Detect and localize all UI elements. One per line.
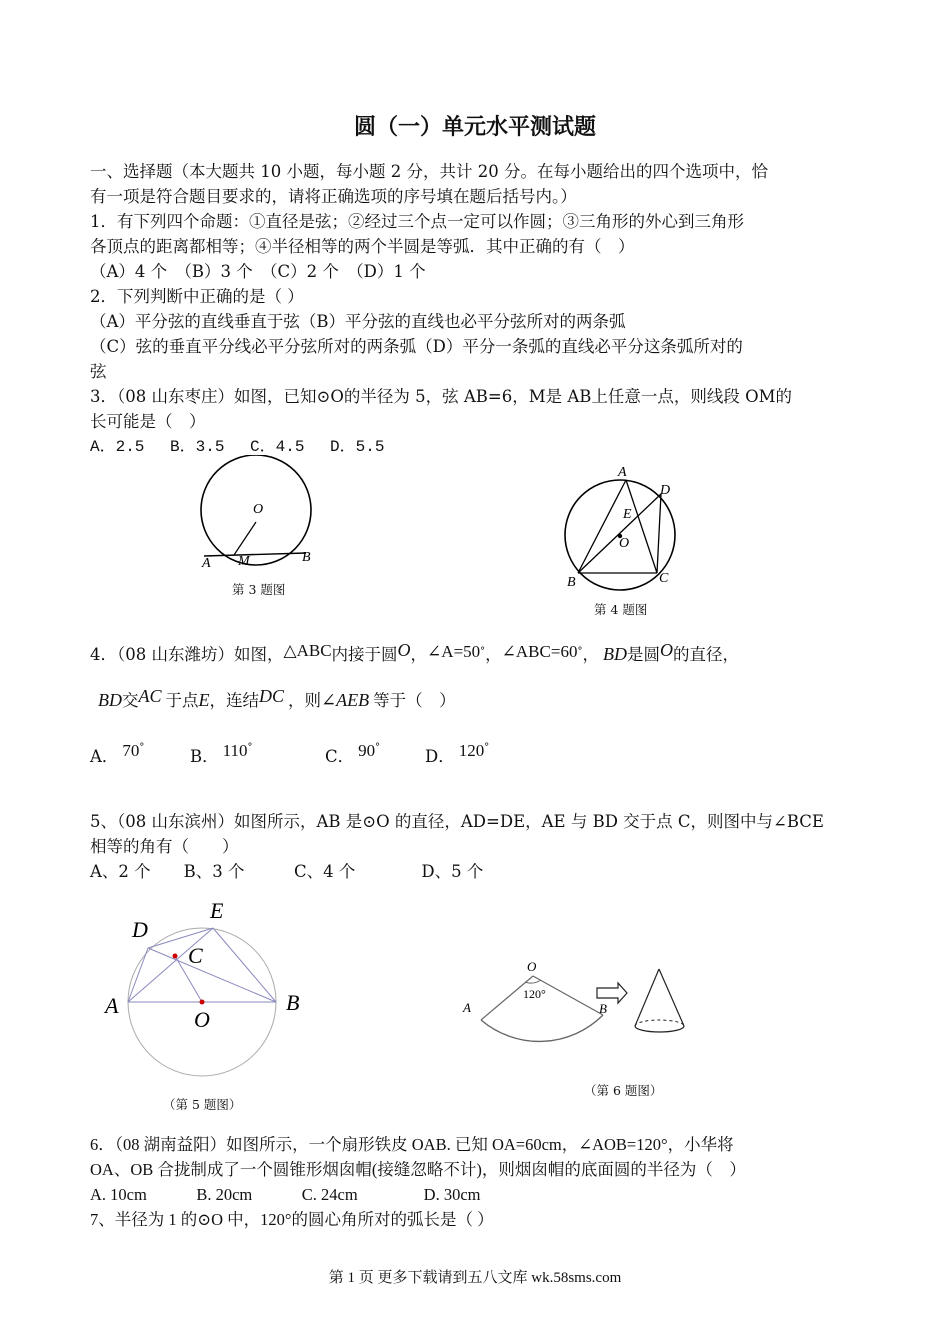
- q4-bd: BD: [98, 690, 122, 710]
- option-value: 90: [358, 741, 376, 760]
- q4-stem-line1: [90, 640, 739, 672]
- fig6-caption: （第 6 题图）: [584, 1083, 663, 1098]
- q4-circle-o: O: [659, 640, 673, 660]
- q4-angle-a: ∠A: [427, 642, 454, 661]
- fig6-label-angle: 120°: [523, 987, 546, 1001]
- fig6-label-a: A: [463, 1000, 471, 1015]
- section-instructions-line2: 有一项是符合题目要求的，请将正确选项的序号填在题后括号内。）: [90, 187, 577, 206]
- q4-angle-aeb: ∠AEB: [321, 690, 370, 710]
- q4-bd: BD: [602, 644, 627, 664]
- degree-sign: °: [577, 646, 583, 657]
- q2-options-line3: 弦: [90, 362, 107, 381]
- q4-dc: DC: [259, 686, 285, 706]
- page-title: 圆（一）单元水平测试题: [353, 115, 596, 140]
- fig5-caption: （第 5 题图）: [163, 1097, 242, 1112]
- q4-option-a: [90, 737, 144, 768]
- q3-stem-line1: 3．（08 山东枣庄）如图，已知⊙O的半径为 5，弦 AB=6，M是 AB上任意一点，则线段 OM的: [90, 387, 793, 406]
- fig4-label-e: E: [623, 507, 632, 522]
- q4-text: ，: [485, 645, 502, 664]
- option-value: 120: [458, 741, 485, 760]
- q2-options-line1: （A）平分弦的直线垂直于弦（B）平分弦的直线也必平分弦所对的两条弧: [90, 312, 626, 331]
- degree-sign: °: [484, 742, 490, 753]
- fig4-label-b: B: [567, 575, 576, 590]
- fig3-label-a: A: [202, 556, 211, 571]
- q1-stem-line1: 1．有下列四个命题：①直径是弦；②经过三个点一定可以作圆；③三角形的外心到三角形: [90, 212, 744, 231]
- q4-angle-abc: ∠ABC: [501, 642, 551, 661]
- q4-angle-a-value: =50: [453, 642, 481, 661]
- degree-sign: °: [375, 742, 381, 753]
- q4-text: ，: [582, 645, 599, 664]
- q4-triangle: △ABC: [283, 641, 332, 660]
- option-value: 110: [222, 741, 248, 760]
- q2-stem: 2．下列判断中正确的是（ ）: [90, 287, 304, 306]
- q4-circle-o: O: [397, 640, 411, 660]
- cone-icon: [635, 969, 684, 1032]
- q2-options-line2: （C）弦的垂直平分线必平分弦所对的两条弧（D）平分一条弧的直线必平分这条弧所对的: [90, 337, 743, 356]
- fig6-label-b: B: [599, 1001, 607, 1016]
- figure-4: [560, 460, 690, 595]
- q4-text: 是圆: [626, 645, 660, 664]
- q6-stem-line2: OA、OB 合拢制成了一个圆锥形烟囱帽(接缝忽略不计)，则烟囱帽的底面圆的半径为（ ）: [90, 1160, 746, 1179]
- fig5-label-e: E: [210, 898, 224, 923]
- q4-text: 等于（ ）: [373, 691, 456, 710]
- fig3-label-b: B: [302, 550, 311, 565]
- q7-stem: 7、半径为 1 的⊙O 中，120°的圆心角所对的弧长是（ ）: [90, 1210, 494, 1229]
- q4-text: ，则: [288, 691, 322, 710]
- fig3-caption: 第 3 题图: [232, 582, 286, 597]
- q3-stem-line2: 长可能是（ ）: [90, 412, 206, 431]
- degree-sign: °: [247, 742, 253, 753]
- q4-ac: AC: [138, 686, 162, 706]
- q5-stem-line2: 相等的角有（ ）: [90, 837, 239, 856]
- degree-sign: °: [480, 646, 486, 657]
- fig4-label-d: D: [660, 483, 671, 498]
- q4-text: ，连结: [209, 691, 260, 710]
- fig5-label-c: C: [188, 943, 203, 968]
- q4-text: 交: [122, 691, 139, 710]
- fig5-label-a: A: [105, 993, 119, 1018]
- option-value: 70: [122, 741, 140, 760]
- option-label: A．: [90, 747, 119, 766]
- degree-sign: °: [139, 742, 145, 753]
- q4-text: ，: [410, 645, 428, 664]
- q5-stem-line1: 5、（08 山东滨州）如图所示，AB 是⊙O 的直径，AD=DE，AE 与 BD 交于点 C，则图中与∠BCE: [90, 812, 824, 831]
- option-label: B．: [190, 747, 219, 766]
- fig4-caption: 第 4 题图: [594, 602, 648, 617]
- q1-stem-line2: 各顶点的距离都相等；④半径相等的两个半圆是等弧．其中正确的有（ ）: [90, 237, 635, 256]
- figure-5: [100, 895, 315, 1090]
- q3-options: A．2.5 B．3.5 C．4.5 D．5.5: [90, 438, 385, 456]
- fig4-label-a: A: [618, 465, 627, 480]
- option-label: D．: [425, 747, 455, 766]
- q1-options: （A）4 个 （B）3 个 （C）2 个 （D）1 个: [90, 262, 426, 281]
- q4-point-e: E: [198, 690, 210, 710]
- fig5-label-d: D: [132, 917, 148, 942]
- q4-option-b: [190, 737, 253, 768]
- fig5-label-o: O: [194, 1007, 210, 1032]
- fig4-label-c: C: [659, 571, 669, 586]
- page-footer: 第 1 页 更多下载请到五八文库 wk.58sms.com: [328, 1270, 622, 1286]
- q4-text: 内接于圆: [331, 645, 398, 664]
- q4-option-d: [425, 737, 489, 768]
- q6-stem-line1: 6．（08 湖南益阳）如图所示，一个扇形铁皮 OAB. 已知 OA=60cm，∠AOB=120°，小华将: [90, 1135, 734, 1154]
- q4-angle-abc-value: =60: [550, 642, 578, 661]
- fig3-label-o: O: [253, 502, 264, 517]
- figure-3: [195, 455, 320, 580]
- fig5-label-b: B: [286, 990, 300, 1015]
- q5-options: A、2 个 B、3 个 C、4 个 D、5 个: [90, 862, 484, 881]
- option-label: C．: [325, 747, 355, 766]
- q4-option-c: [325, 737, 380, 768]
- fig6-label-o: O: [527, 959, 537, 974]
- figure-6: [455, 955, 705, 1060]
- arrow-right-icon: [597, 983, 627, 1003]
- section-instructions-line1: 一、选择题（本大题共 10 小题，每小题 2 分，共计 20 分。在每小题给出的四个选项中，恰: [90, 162, 768, 181]
- q6-options: A. 10cm B. 20cm C. 24cm D. 30cm: [90, 1185, 481, 1204]
- fig3-label-m: M: [238, 554, 250, 569]
- fig4-label-o: O: [619, 536, 630, 551]
- q4-number: 4．（08 山东潍坊）如图，: [90, 645, 284, 664]
- q4-text: 的直径，: [672, 645, 739, 664]
- q4-text: 于点: [165, 691, 199, 710]
- q4-stem-line2: [98, 686, 456, 715]
